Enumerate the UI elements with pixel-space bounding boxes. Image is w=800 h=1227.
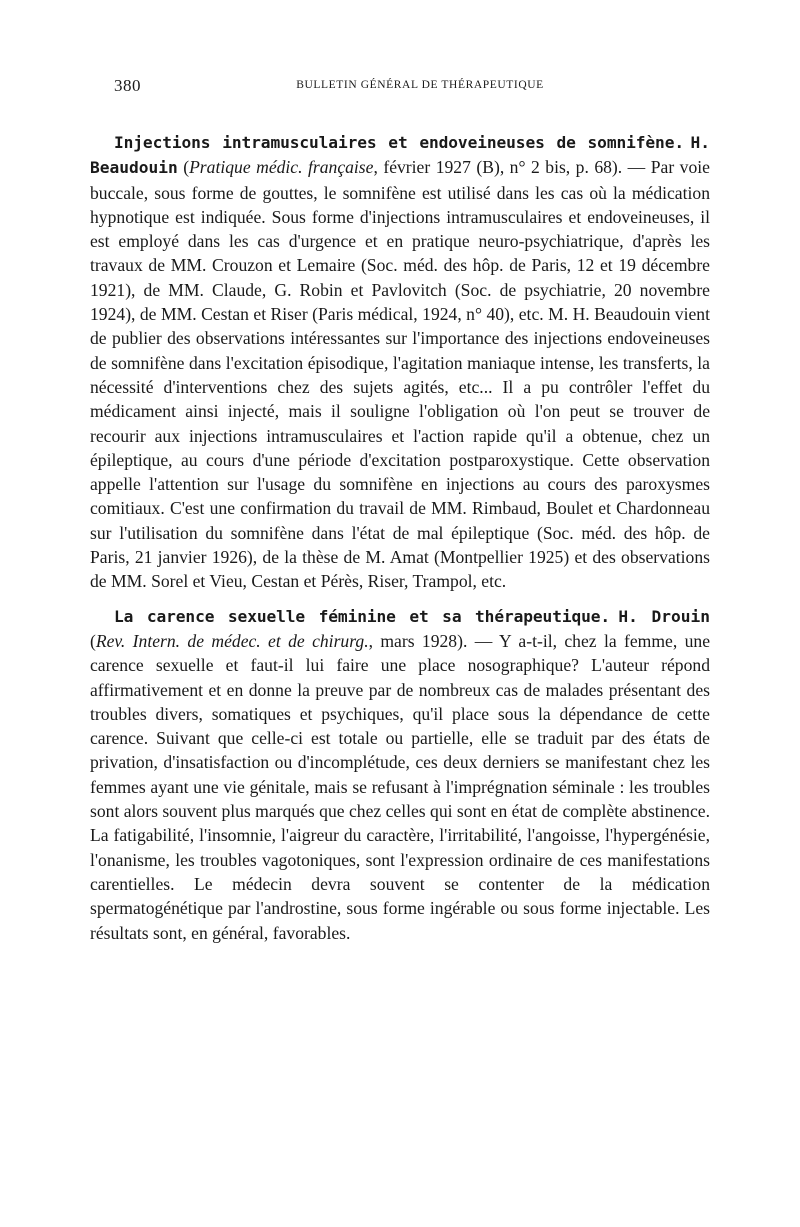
- entry-author: H. Drouin: [618, 606, 711, 626]
- entry-source: Pratique médic. française: [189, 157, 374, 178]
- entry-body: — Par voie buccale, sous forme de gouttes, le somnifène est utilisé dans les cas où la médication hypnotique est indiquée. Sous forme d'injections intramusculaires et endoveineuses, il est employé dans les cas d'urgence et en pratique neuro-psychiatrique, d'après les travaux de MM. Crouzon et Lemaire (Soc. méd. des hôp. de Paris, 12 et 19 décembre 1921), de MM. Claude, G. Robin et Pavlovitch (Soc. de psychiatrie, 20 novembre 1924), de MM. Cestan et Riser (Paris médical, 1924, n° 40), etc. M. H. Beaudouin vient de publier des observations intéressantes sur l'importance des injections endoveineuses de somnifène dans l'excitation épisodique, l'agitation maniaque intense, les transferts, la nécessité d'interventions chez des sujets agités, etc... Il a pu contrôler l'effet du médicament ainsi injecté, mais il souligne l'obligation où l'on peut se trouver de recourir aux injections intramusculaires et l'action rapide qu'il a obtenue, chez un épileptique, au cours d'une période d'excitation postparoxystique. Cette observation appelle l'attention sur l'usage du somnifène en injections au cours des paroxysmes comitiaux. C'est une confirmation du travail de MM. Rimbaud, Boulet et Chardonneau sur l'utilisation du somnifène dans l'état de mal épileptique (Soc. méd. des hôp. de Paris, 21 janvier 1926), de la thèse de M. Amat (Montpellier 1925) et des observations de MM. Sorel et Vieu, Cestan et Pérès, Riser, Trampol, etc.: [90, 157, 710, 592]
- entry-author: H. Beaudouin: [90, 133, 711, 178]
- entry-source-details: , février 1927 (B), n° 2 bis, p. 68).: [373, 157, 623, 178]
- page-number: 380: [114, 76, 141, 95]
- source-paren: (: [90, 630, 96, 651]
- entry-body: — Y a-t-il, chez la femme, une carence sexuelle et faut-il lui faire une place nosographique? L'auteur répond affirmativement et en donne la preuve par de nombreux cas de malades présentant des troubles divers, somatiques et psychiques, qu'il place sous la dépendance de cette carence. Suivant que celle-ci est totale ou partielle, elle se traduit par des états de privation, d'insatisfaction ou d'incomplétude, ces deux derniers se manifestant chez les femmes ayant une vie génitale, mais se refusant à l'imprégnation séminale : les troubles sont alors souvent plus marqués que chez celles qui sont en état de complète abstinence. La fatigabilité, l'insomnie, l'aigreur du caractère, l'irritabilité, l'angoisse, l'hypergénésie, l'onanisme, les troubles vagotoniques, sont l'expression ordinaire de ces manifestations carentielles. Le médecin devra souvent se contenter de la médication spermatogénétique par l'androstine, sous forme ingérable ou sous forme injectable. Les résultats sont, en général, favorables.: [90, 630, 711, 943]
- source-paren: (: [183, 157, 190, 178]
- abstract-entry: [90, 604, 710, 945]
- page-content: [90, 76, 710, 945]
- entry-title: Injections intramusculaires et endoveineuses de somnifène.: [114, 133, 684, 152]
- entry-title: La carence sexuelle féminine et sa thérapeutique.: [114, 606, 611, 626]
- running-head: [90, 76, 710, 100]
- entry-source-details: , mars 1928).: [368, 630, 468, 651]
- entry-source: Rev. Intern. de médec. et de chirurg.: [95, 630, 369, 651]
- journal-title: BULLETIN GÉNÉRAL DE THÉRAPEUTIQUE: [296, 79, 544, 91]
- abstract-entry: [90, 130, 710, 594]
